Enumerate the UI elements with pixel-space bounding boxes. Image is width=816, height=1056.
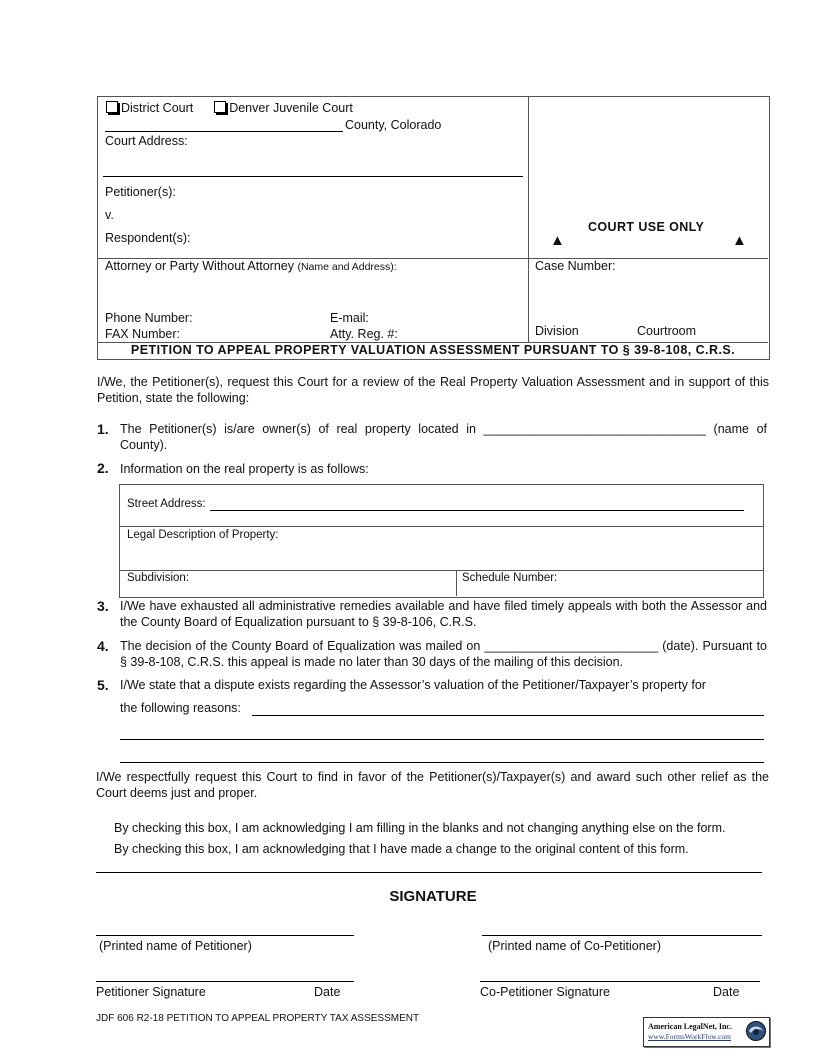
email-label: E-mail: <box>330 311 369 325</box>
brand-logo <box>643 1017 770 1047</box>
copetitioner-date-label: Date <box>713 985 740 999</box>
item-5-reasons-label: the following reasons: <box>120 701 241 715</box>
attorney-label <box>105 259 397 273</box>
attorney-small-text: (Name and Address): <box>297 261 397 273</box>
petitioner-signature-line[interactable] <box>96 981 354 982</box>
copetitioner-signature-label: Co-Petitioner Signature <box>480 985 610 999</box>
property-row-divider-2 <box>120 570 763 571</box>
printed-petitioner-label: (Printed name of Petitioner) <box>99 939 252 953</box>
item-2-text: Information on the real property is as follows: <box>120 462 369 476</box>
juvenile-court-checkbox[interactable] <box>214 101 226 113</box>
versus-label: v. <box>105 208 114 222</box>
globe-icon <box>745 1020 767 1042</box>
form-id: JDF 606 R2-18 PETITION TO APPEAL PROPERTY TAX ASSESSMENT <box>96 1013 420 1024</box>
courtroom-label: Courtroom <box>637 324 697 338</box>
petitioner-signature-label: Petitioner Signature <box>96 985 206 999</box>
item-5-text: I/We state that a dispute exists regarding the Assessor’s valuation of the Petitioner/Taxpayer’s property for <box>120 678 706 692</box>
juvenile-court-label: Denver Juvenile Court <box>229 101 353 115</box>
petitioner-date-label: Date <box>314 985 341 999</box>
printed-copetitioner-line[interactable] <box>482 935 762 936</box>
petitioners-label: Petitioner(s): <box>105 185 176 199</box>
attorney-text: Attorney or Party Without Attorney <box>105 259 294 273</box>
item-1-text: The Petitioner(s) is/are owner(s) of real property located in ________________________________ (name of County). <box>120 422 767 452</box>
property-col-divider <box>456 570 457 596</box>
item-5-number: 5. <box>97 677 109 693</box>
schedule-number-label: Schedule Number: <box>462 572 558 584</box>
reasons-line-1[interactable] <box>252 715 764 716</box>
street-address-label: Street Address: <box>127 498 206 510</box>
printed-petitioner-line[interactable] <box>96 935 354 936</box>
court-address-label: Court Address: <box>105 134 188 148</box>
acknowledgement-2: By checking this box, I am acknowledging that I have made a change to the original content of this form. <box>114 842 689 856</box>
district-court-label: District Court <box>121 101 194 115</box>
reasons-line-2[interactable] <box>120 739 764 740</box>
respondents-label: Respondent(s): <box>105 231 191 245</box>
division-label: Division <box>535 324 579 338</box>
reasons-line-3[interactable] <box>120 762 764 763</box>
page-title: PETITION TO APPEAL PROPERTY VALUATION ASSESSMENT PURSUANT TO § 39-8-108, C.R.S. <box>130 343 736 357</box>
subdivision-label: Subdivision: <box>127 572 190 584</box>
county-blank[interactable] <box>105 131 343 132</box>
court-use-only-label: COURT USE ONLY <box>588 220 705 234</box>
caption-vertical-divider <box>528 97 529 342</box>
court-address-line[interactable] <box>103 176 523 177</box>
separator-line <box>96 872 762 873</box>
phone-label: Phone Number: <box>105 311 193 325</box>
atty-reg-label: Atty. Reg. #: <box>330 327 398 341</box>
acknowledgement-1: By checking this box, I am acknowledging I am filling in the blanks and not changing anything else on the form. <box>114 821 726 835</box>
brand-url: www.FormsWorkFlow.com <box>648 1032 732 1041</box>
item-2-number: 2. <box>97 460 109 476</box>
case-number-label: Case Number: <box>535 259 616 273</box>
county-suffix: County, Colorado <box>345 118 442 132</box>
district-court-checkbox[interactable] <box>106 101 118 113</box>
copetitioner-signature-line[interactable] <box>480 981 760 982</box>
item-4-number: 4. <box>97 638 109 654</box>
property-row-divider-1 <box>120 526 763 527</box>
printed-copetitioner-label: (Printed name of Co-Petitioner) <box>488 939 661 953</box>
intro-paragraph: I/We, the Petitioner(s), request this Court for a review of the Real Property Valuation Assessment and in support of this Petition, state the following: <box>97 375 769 405</box>
up-arrow-left-icon: ▲ <box>550 232 565 249</box>
court-type-row <box>106 101 353 115</box>
item-3-text: I/We have exhausted all administrative remedies available and have filed timely appeals with both the Assessor and the County Board of Equalization pursuant to § 39-8-106, C.R.S. <box>120 599 767 629</box>
brand-name: American LegalNet, Inc. <box>648 1022 732 1031</box>
street-address-field[interactable] <box>210 510 744 511</box>
item-4-text: The decision of the County Board of Equalization was mailed on _________________________ (date). Pursuant to § 39-8-108, C.R.S. this appeal is made no later than 30 days of the mailing of this decision. <box>120 639 767 669</box>
property-table <box>119 484 764 598</box>
signature-heading: SIGNATURE <box>389 888 477 905</box>
request-paragraph: I/We respectfully request this Court to find in favor of the Petitioner(s)/Taxpayer(s) and award such other relief as the Court deems just and proper. <box>96 770 769 800</box>
legal-description-label: Legal Description of Property: <box>127 529 279 541</box>
item-3-number: 3. <box>97 598 109 614</box>
up-arrow-right-icon: ▲ <box>732 232 747 249</box>
item-1-number: 1. <box>97 421 109 437</box>
fax-label: FAX Number: <box>105 327 181 341</box>
